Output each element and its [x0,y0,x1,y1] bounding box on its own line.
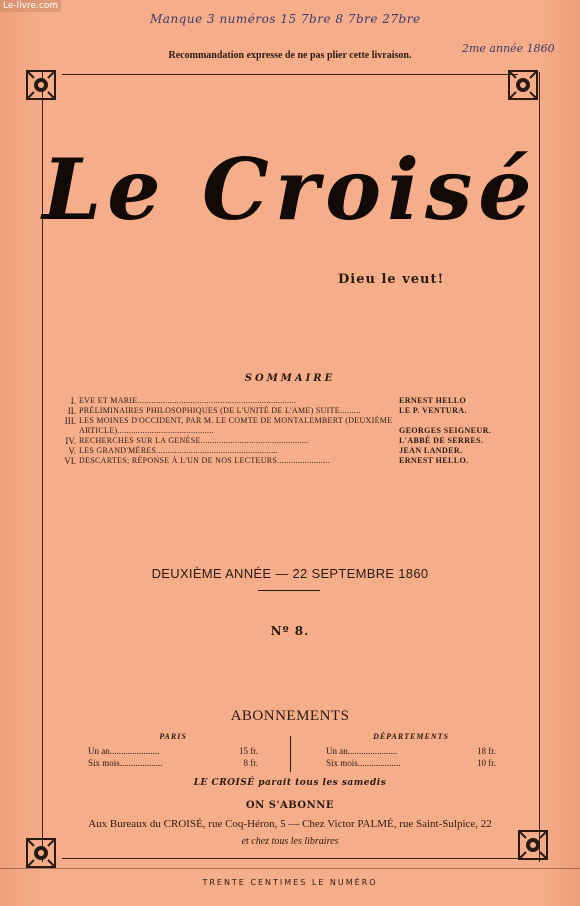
subscriptions-heading: ABONNEMENTS [230,708,350,724]
frame-rule-top [62,74,518,75]
ornament-corner-icon [506,68,540,102]
list-item [326,757,496,769]
item-number: I. [70,396,76,406]
watermark: Le-livre.com [0,0,61,12]
list-item [52,406,492,416]
list-item [52,446,492,456]
divider [258,590,320,591]
term: Un an...................... [326,746,398,756]
subscription-region: DÉPARTEMENTS [373,732,449,741]
list-item [52,416,492,436]
list-item [52,456,492,466]
item-author: L'ABBÉ DE SERRES. [399,436,484,445]
motto: Dieu le veut! [338,272,445,287]
subscription-departements [326,732,496,769]
item-author: LE P. VENTURA. [399,406,467,415]
divider [0,868,580,869]
item-title: PRÉLIMINAIRES PHILOSOPHIQUES (DE L'UNITÉ DE L'AME) SUITE......... [79,406,361,415]
handwritten-note: Manque 3 numéros 15 7bre 8 7bre 27bre [150,12,421,26]
table-of-contents [52,396,492,466]
subscription-address: Aux Bureaux du CROISÉ, rue Coq-Héron, 5 — Chez Victor PALMÉ, rue Saint-Sulpice, 22 [88,818,492,830]
term: Six mois................... [326,758,401,768]
item-number: III. [64,416,76,426]
item-title: RECHERCHES SUR LA GENÈSE............................................... [79,436,309,445]
item-title: LES MOINES D'OCCIDENT, PAR M. LE COMTE DE MONTALEMBERT (DEUXIÈME ARTICLE).......................................... [79,416,393,435]
item-title: LES GRAND'MÈRES..................................................... [79,446,279,455]
divider [290,736,291,772]
ornament-corner-icon [24,68,58,102]
subscription-region: PARIS [159,732,187,741]
journal-title: Le Croisé [42,140,538,239]
list-item [88,757,258,769]
issue-price: TRENTE CENTIMES LE NUMÉRO [202,878,378,887]
price: 10 fr. [477,758,496,768]
item-title: EVE ET MARIE..................................................................... [79,396,297,405]
handwritten-note-year: 2me année 1860 [462,42,555,55]
price: 8 fr. [243,758,258,768]
item-author: ERNEST HELLO [399,396,467,405]
item-number: V. [68,446,76,456]
list-item [88,745,258,757]
folding-notice: Recommandation expresse de ne pas plier cette livraison. [168,50,412,61]
item-author: ERNEST HELLO. [399,456,469,465]
edition-date: DEUXIÈME ANNÉE — 22 SEPTEMBRE 1860 [151,566,429,581]
list-item [326,745,496,757]
item-title: DESCARTES; RÉPONSE À L'UN DE NOS LECTEURS....................... [79,456,331,465]
price: 18 fr. [477,746,496,756]
sommaire-heading: SOMMAIRE [244,373,336,384]
price: 15 fr. [239,746,258,756]
item-number: VI. [64,456,76,466]
frame-rule-bottom [62,858,518,859]
item-author: JEAN LANDER. [399,446,463,455]
item-author: GEORGES SEIGNEUR. [399,426,492,435]
list-item [52,436,492,446]
item-number: II. [67,406,76,416]
term: Six mois................... [88,758,163,768]
booksellers-note: et chez tous les libraires [241,836,339,847]
subscription-paris [88,732,258,769]
term: Un an...................... [88,746,160,756]
subscribe-heading: ON S'ABONNE [245,800,335,811]
list-item [52,396,492,406]
publication-schedule: LE CROISÉ parait tous les samedis [193,778,387,788]
issue-number: Nº 8. [270,624,310,638]
item-number: IV. [65,436,76,446]
